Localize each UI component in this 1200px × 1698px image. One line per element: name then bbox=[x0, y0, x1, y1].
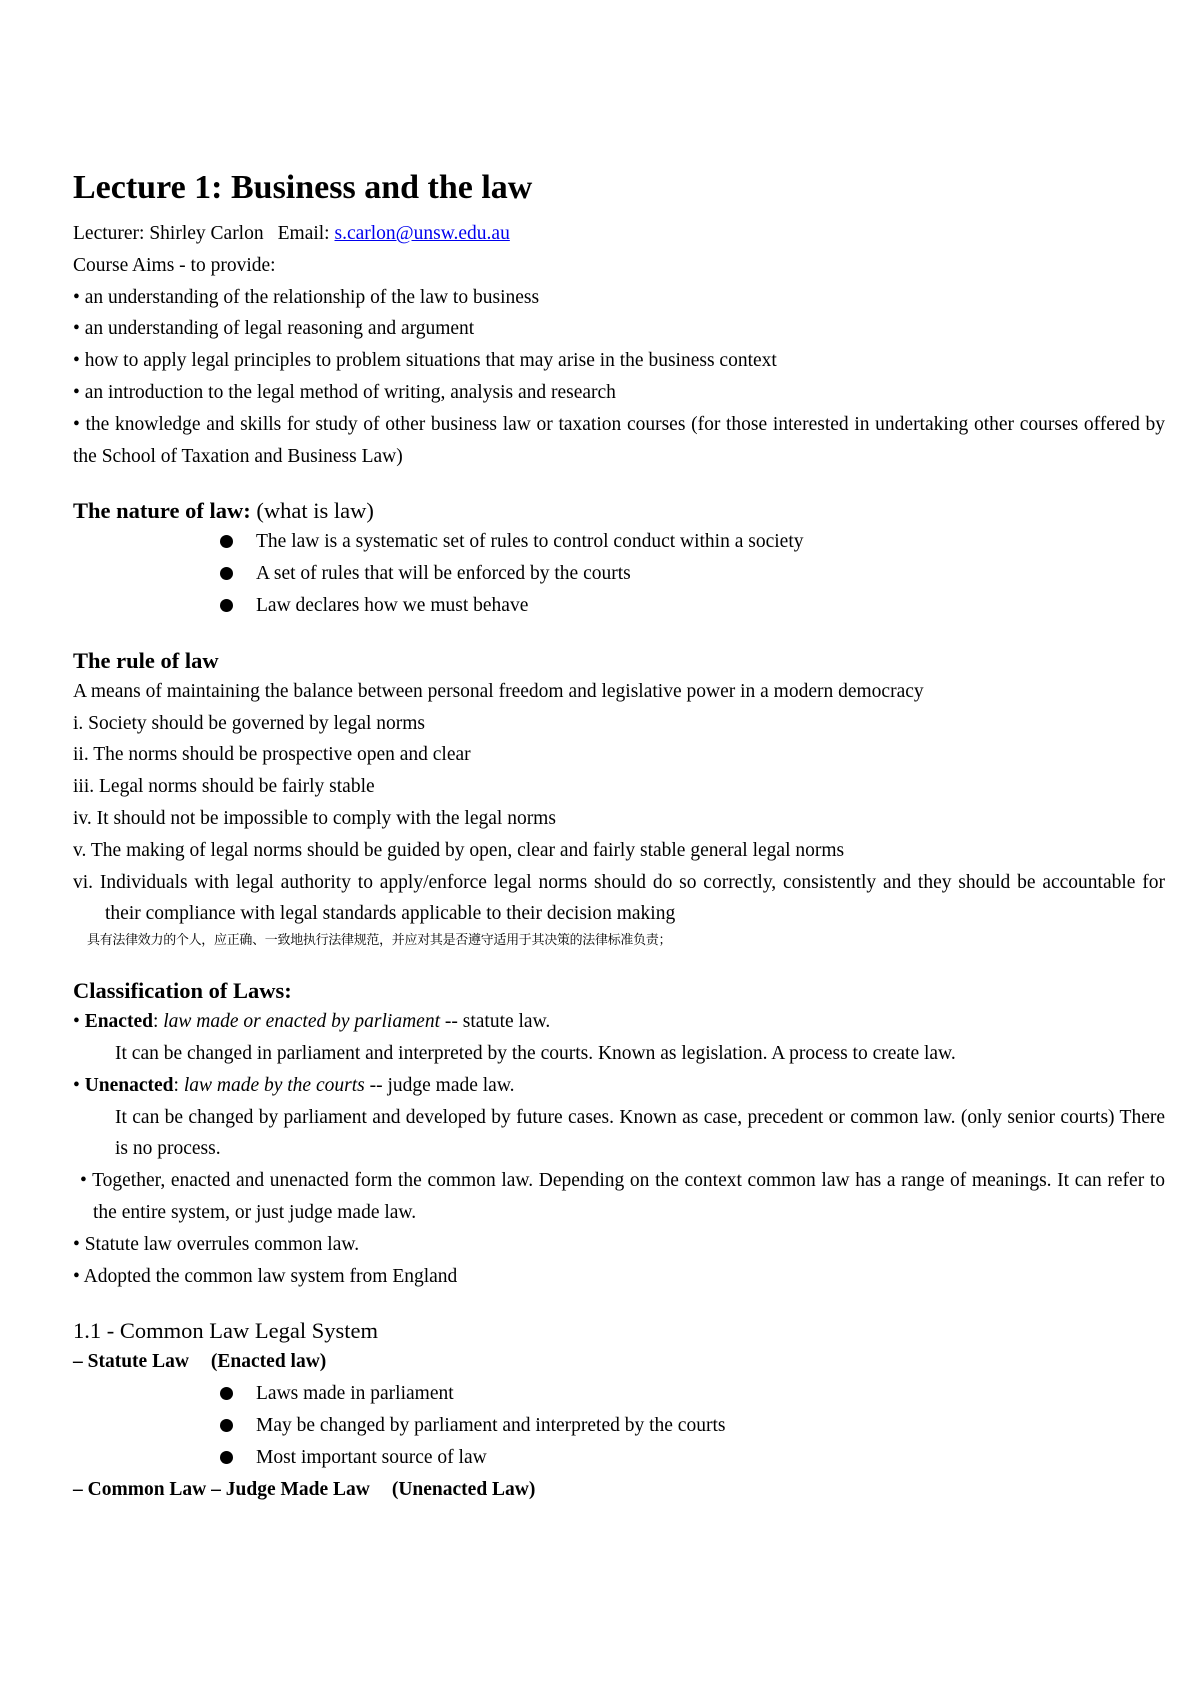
bullet-icon bbox=[220, 1451, 233, 1464]
list-item-text: May be changed by parliament and interpreted by the courts bbox=[256, 1414, 726, 1436]
statute-law-paren: (Enacted law) bbox=[210, 1351, 327, 1373]
rule-intro: A means of maintaining the balance between personal freedom and legislative power in a modern democracy bbox=[73, 680, 924, 702]
unenacted-label: Unenacted bbox=[84, 1074, 174, 1096]
list-item bbox=[218, 526, 1165, 558]
list-item-text: Most important source of law bbox=[256, 1446, 487, 1468]
statute-law-label: – Statute Law bbox=[73, 1351, 189, 1373]
enacted-label: Enacted bbox=[84, 1011, 153, 1033]
email-link[interactable]: s.carlon@unsw.edu.au bbox=[334, 223, 510, 244]
list-item bbox=[218, 558, 1165, 590]
course-aim-item: • an introduction to the legal method of writing, analysis and research bbox=[73, 381, 616, 403]
list-item-text: Law declares how we must behave bbox=[256, 594, 529, 616]
common-law-heading bbox=[73, 1474, 1165, 1506]
nature-heading-paren: (what is law) bbox=[256, 498, 374, 524]
list-item bbox=[218, 1410, 1165, 1442]
rule-item: iv. It should not be impossible to comply with the legal norms bbox=[73, 807, 556, 829]
enacted-line: • Enacted: law made or enacted by parliament -- statute law. bbox=[73, 1011, 551, 1033]
nature-heading-text: The nature of law: bbox=[73, 498, 251, 524]
list-item-text: A set of rules that will be enforced by the courts bbox=[256, 563, 631, 585]
bullet-icon bbox=[220, 1419, 233, 1432]
list-item bbox=[218, 1378, 1165, 1410]
rule-heading: The rule of law bbox=[73, 647, 219, 673]
list-item-text: The law is a systematic set of rules to control conduct within a society bbox=[256, 531, 804, 553]
course-aim-item: • an understanding of the relationship of the law to business bbox=[73, 286, 540, 308]
statute-law-heading bbox=[73, 1346, 1165, 1378]
rule-item: i. Society should be governed by legal norms bbox=[73, 712, 426, 734]
common-law-paren: (Unenacted Law) bbox=[391, 1478, 536, 1500]
rule-item: ii. The norms should be prospective open and clear bbox=[73, 744, 471, 766]
rule-item: v. The making of legal norms should be guided by open, clear and fairly stable general legal norms bbox=[73, 839, 845, 861]
rule-note-chinese: 具有法律效力的个人，应正确、一致地执行法律规范，并应对其是否遵守适用于其决策的法律标准负责； bbox=[87, 933, 672, 949]
statute-law-list bbox=[73, 1378, 1165, 1473]
email-label: Email: bbox=[277, 223, 330, 244]
bullet-icon bbox=[220, 567, 233, 580]
nature-list bbox=[73, 526, 1165, 621]
list-item bbox=[218, 590, 1165, 622]
enacted-detail: It can be changed in parliament and interpreted by the courts. Known as legislation. A process to create law. bbox=[115, 1042, 956, 1064]
unenacted-line: • Unenacted: law made by the courts -- judge made law. bbox=[73, 1074, 515, 1096]
bullet-icon bbox=[220, 535, 233, 548]
common-law-label: – Common Law – Judge Made Law bbox=[73, 1478, 370, 1500]
page-title: Lecture 1: Business and the law bbox=[73, 169, 533, 206]
classification-heading: Classification of Laws: bbox=[73, 978, 292, 1004]
course-aims-intro: Course Aims - to provide: bbox=[73, 254, 276, 276]
unenacted-detail: It can be changed by parliament and developed by future cases. Known as case, precedent or common law. (only senior courts) There is no process. bbox=[115, 1106, 1165, 1160]
lecturer-line bbox=[73, 218, 1165, 250]
bullet-icon bbox=[220, 1387, 233, 1400]
list-item-text: Laws made in parliament bbox=[256, 1383, 454, 1405]
rule-item: iii. Legal norms should be fairly stable bbox=[73, 776, 375, 798]
nature-heading bbox=[73, 495, 1165, 526]
classification-bullet: • Together, enacted and unenacted form the common law. Depending on the context common law has a range of meanings. It can refer to the entire system, or just judge made law. bbox=[80, 1170, 1165, 1223]
section-1-1-heading: 1.1 - Common Law Legal System bbox=[73, 1318, 378, 1344]
rule-item: vi. Individuals with legal authority to apply/enforce legal norms should do so correctly, consistently and they should be accountable for their compliance with legal standards applicable to their decision making bbox=[73, 871, 1165, 925]
document-content bbox=[73, 166, 1165, 1505]
enacted-rest: -- statute law. bbox=[440, 1011, 551, 1033]
course-aim-item: • how to apply legal principles to problem situations that may arise in the business context bbox=[73, 350, 777, 372]
unenacted-definition: law made by the courts bbox=[183, 1074, 365, 1096]
classification-bullet: • Adopted the common law system from England bbox=[73, 1265, 458, 1287]
lecturer-label: Lecturer: Shirley Carlon bbox=[73, 223, 264, 244]
list-item bbox=[218, 1442, 1165, 1474]
bullet-icon bbox=[220, 599, 233, 612]
classification-bullet: • Statute law overrules common law. bbox=[73, 1233, 360, 1255]
unenacted-rest: -- judge made law. bbox=[364, 1074, 515, 1096]
course-aim-item: • an understanding of legal reasoning and argument bbox=[73, 318, 475, 340]
enacted-definition: law made or enacted by parliament bbox=[163, 1011, 440, 1033]
course-aim-item: • the knowledge and skills for study of other business law or taxation courses (for those interested in undertaking other courses offered by the School of Taxation and Business Law) bbox=[73, 413, 1165, 467]
